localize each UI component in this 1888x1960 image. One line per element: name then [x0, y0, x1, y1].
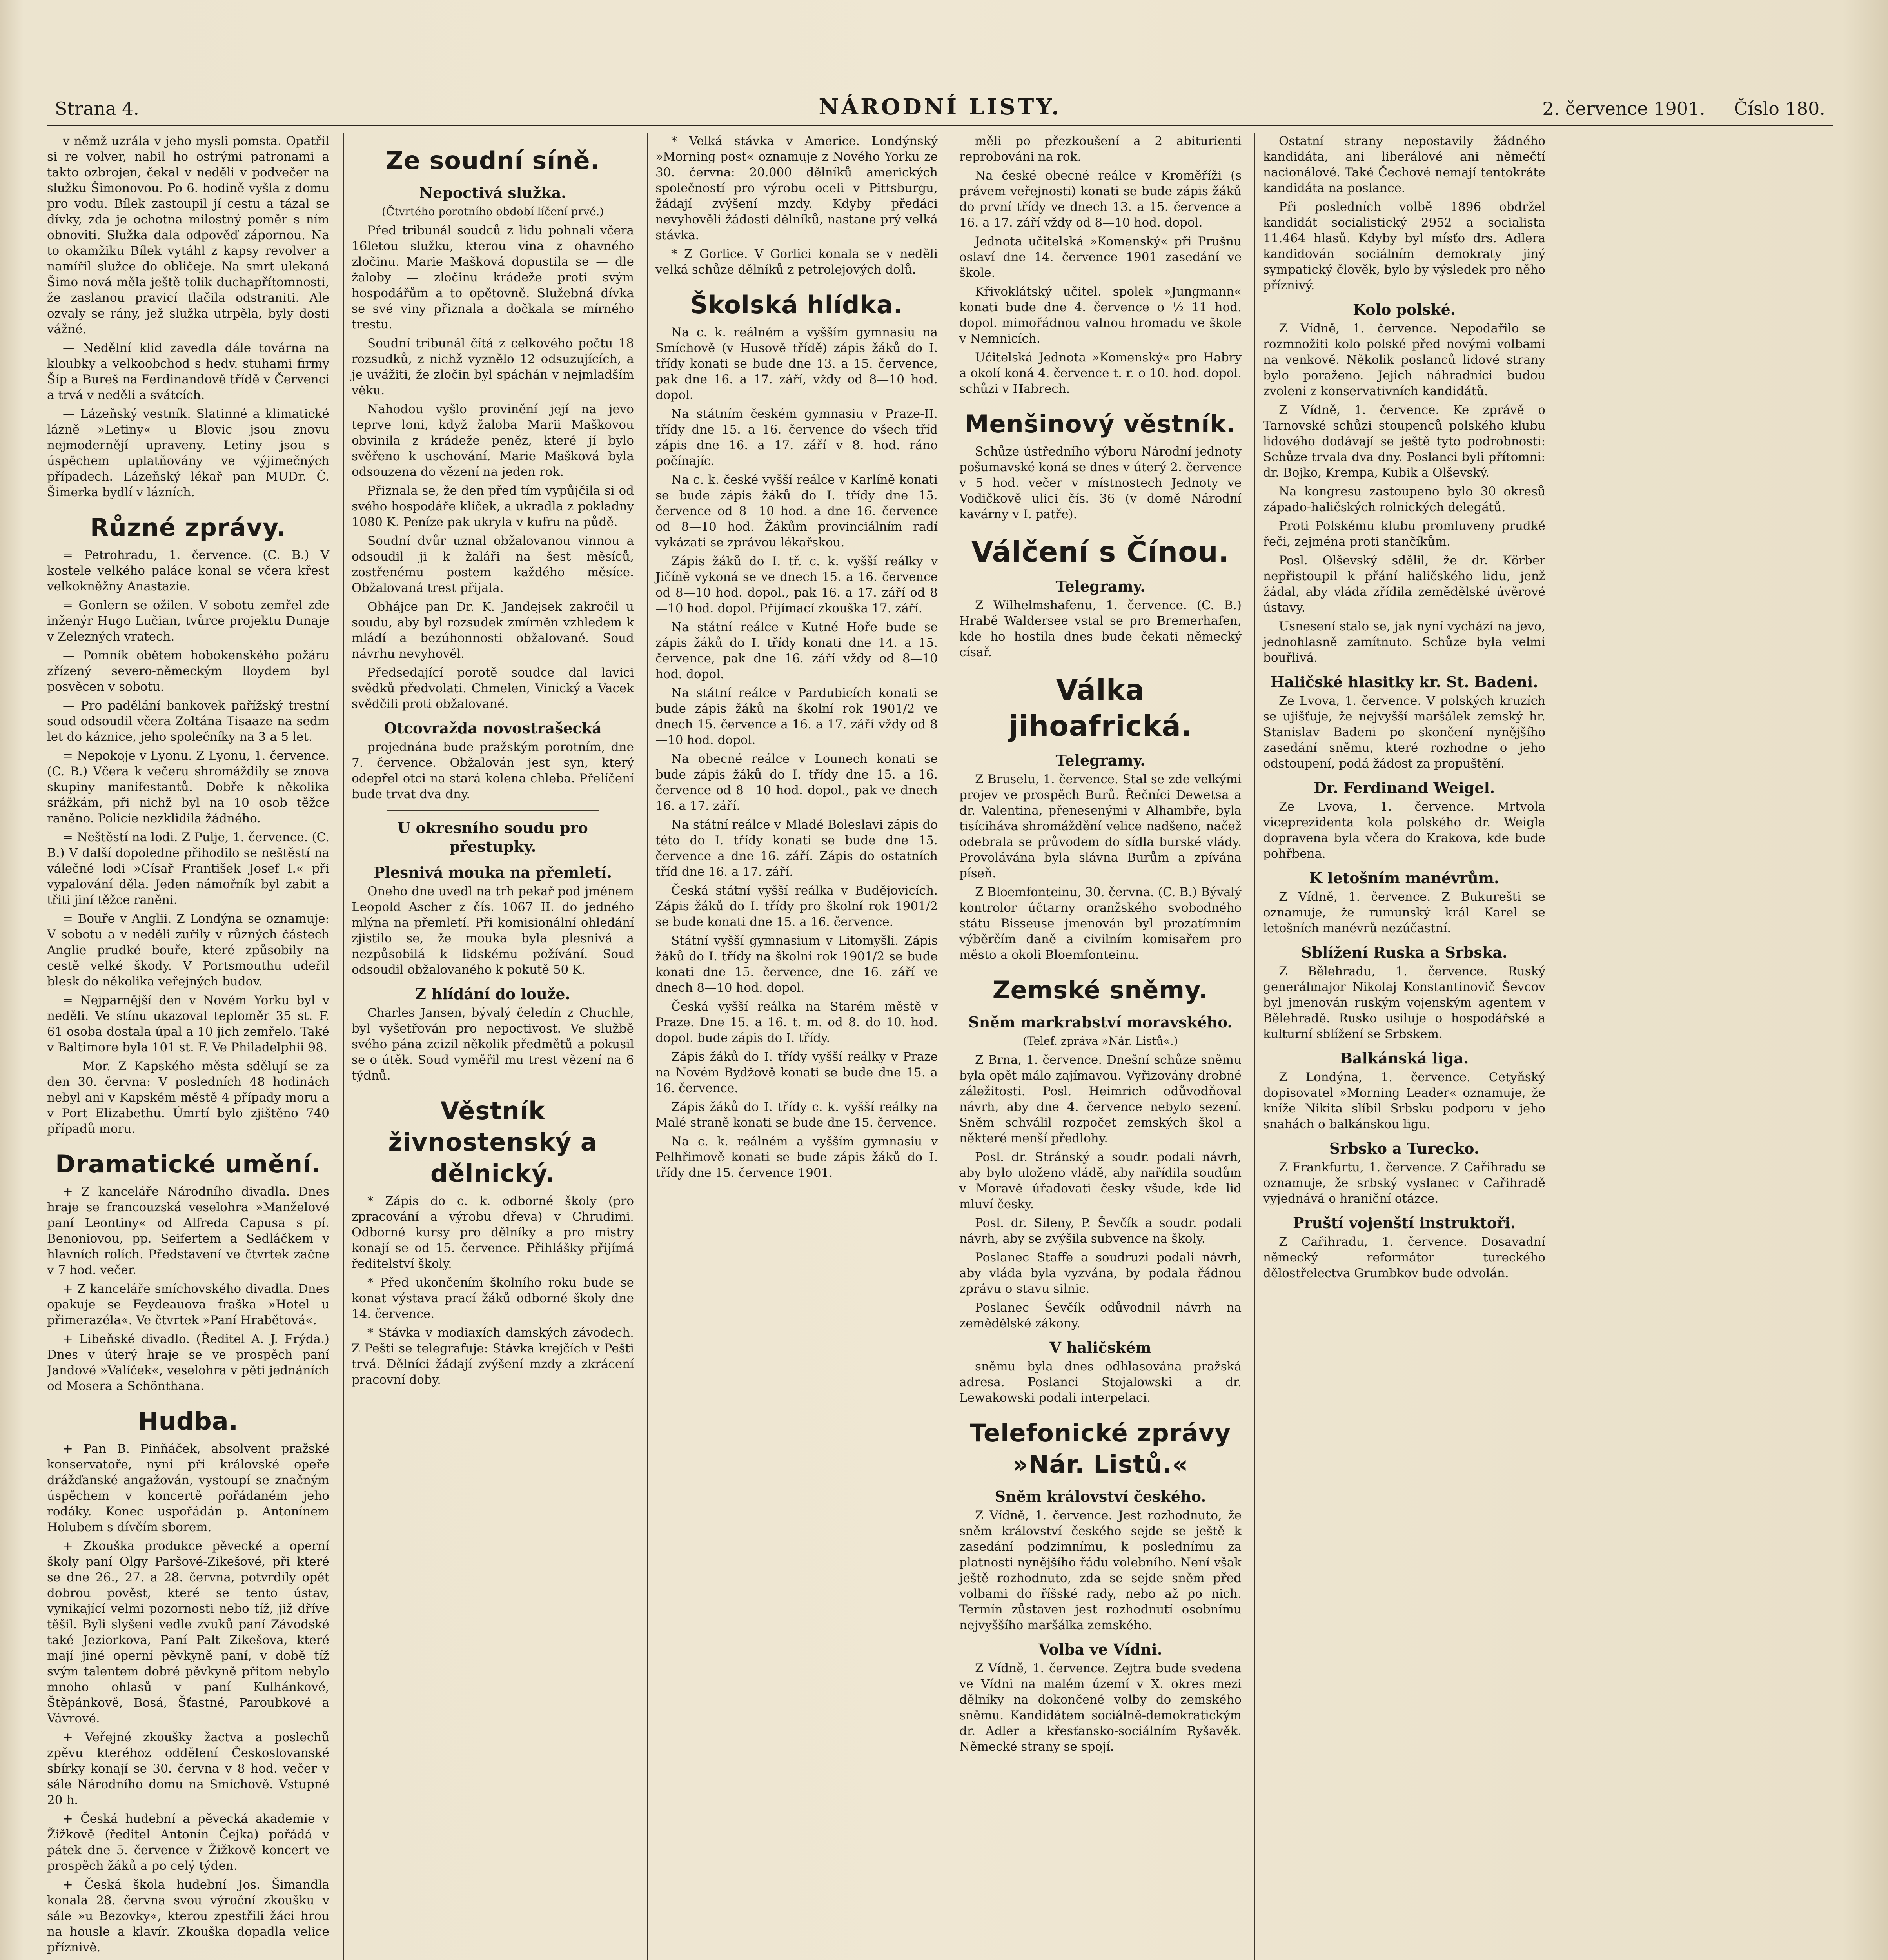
article-heading: Srbsko a Turecko. — [1329, 1140, 1480, 1157]
article-subtitle: (Čtvrtého porotního období líčení prvé.) — [381, 205, 604, 218]
news-item: Z Cařihradu, 1. července. Dosavadní německý reformátor tureckého dělostřelectva Grumbkov bude odvolán. — [1263, 1235, 1545, 1280]
section-heading: Válka jihoafrická. — [1008, 673, 1193, 742]
section-heading: Různé zprávy. — [90, 513, 287, 542]
article-heading: Z hlídání do louže. — [415, 985, 570, 1003]
newspaper-title: NÁRODNÍ LISTY. — [819, 94, 1062, 120]
school-notice: Na státní reálce v Pardubicích konati se bude zápis žáků na školní rok 1901/2 ve dnech 15. července a 16. a 17. září vždy od 8—10 hod. dopol. — [655, 686, 938, 747]
school-notice: Na české obecné reálce v Kroměříži (s právem veřejnosti) konati se bude zápis žáků do první třídy ve dnech 13. a 15. července a 16. a 17. září vždy od 8—10 hod. dopol. — [959, 169, 1242, 230]
article-heading: Nepoctivá služka. — [419, 184, 566, 201]
school-notice: Zápis žáků do I. třídy c. k. vyšší reálky na Malé straně konati se bude dne 15. července. — [655, 1100, 938, 1130]
news-item: Z Brna, 1. července. Dnešní schůze sněmu byla opět málo zajímavou. Vyřizovány drobné záležitosti. Posl. Heimrich odůvodňoval návrh, aby dne 4. července nebylo sezení. Sněm schválil rozpočet zemských škol a některé menší předlohy. — [959, 1053, 1242, 1145]
news-item: Ze Lvova, 1. července. Mrtvola viceprezidenta kola polského dr. Weigla dopravena byla včera do Krakova, kde bude pohřbena. — [1263, 800, 1545, 861]
news-item: Z Vídně, 1. července. Ke zprávě o Tarnovské schůzi stoupenců polského klubu lidového dodávají se ještě tyto podrobnosti: Schůze trvala dva dny. Poslanci byli přítomni: dr. Bojko, Krempa, Kubik a Olševský. — [1263, 403, 1545, 480]
section-heading: Věstník živnostenský a dělnický. — [388, 1096, 597, 1188]
news-item: = Bouře v Anglii. Z Londýna se oznamuje: V sobotu a v neděli zuřily v různých částech Anglie prudké bouře, které způsobily na cestě velké škody. V Portsmouthu udeřil blesk do několika veřejných budov. — [47, 912, 329, 989]
news-item: + Libeňské divadlo. (Ředitel A. J. Frýda.) Dnes v úterý hraje se ve prospěch paní Jandové »Valíček«, veselohra v pěti jednáních od Mosera a Schönthana. — [47, 1332, 329, 1393]
section-heading: Dramatické umění. — [55, 1150, 321, 1178]
school-notice: Na c. k. reálném a vyšším gymnasiu v Pelhřimově konati se bude zápis žáků do I. třídy dne 15. července 1901. — [655, 1134, 938, 1180]
news-item: + Pan B. Pinňáček, absolvent pražské konservatoře, nyní při královské opeře drážďanské angažován, vystoupí se značným úspěchem v koncertě pořádaném jeho rodáky. Konec uspořádán p. Antonínem Holubem s dívčím sborem. — [47, 1442, 329, 1534]
column-2 — [343, 133, 642, 1960]
news-item: = Nepokoje v Lyonu. Z Lyonu, 1. července. (C. B.) Včera k večeru shromáždily se znova skupiny manifestantů. Dobře k několika srážkám, při nichž byl na 10 osob těžce raněno. Policie nezklidila žádného. — [47, 749, 329, 826]
article-text: — Nedělní klid zavedla dále továrna na kloubky a velkoobchod s hedv. stuhami firmy Šíp a Bureš na Ferdinandově třídě v Červenci a trvá v neděli a svátcích. — [47, 341, 329, 402]
column-4 — [951, 133, 1249, 1960]
article-heading: Plesnivá mouka na přemletí. — [373, 864, 612, 881]
news-item: + Z kanceláře Národního divadla. Dnes hraje se francouzská veselohra »Manželové paní Leontiny« od Alfreda Capusa s pí. Benoniovou, pp. Seifertem a Sedláčkem v hlavních rolích. Představení ve čtvrtek začne v 7 hod. večer. — [47, 1185, 329, 1277]
school-notice: Křivoklátský učitel. spolek »Jungmann« konati bude dne 4. července o ½ 11 hod. dopol. mimořádnou valnou hromadu ve škole v Nemnicích. — [959, 285, 1242, 346]
article-text: Před tribunál soudců z lidu pohnali včera 16letou služku, kterou vina z ohavného zločinu. Marie Mašková dopustila se — dle žaloby — zločinu krádeže proti svým hospodářům a to opětovně. Služebná dívka se své viny přiznala a dočkala se mírného trestu. — [352, 223, 634, 332]
school-notice: Na c. k. české vyšší reálce v Karlíně konati se bude zápis žáků do I. třídy dne 15. července od 8—10 hod. a dne 16. července od 8—10 hod. Žákům provinciálním radí vykázati se zprávou lékařskou. — [655, 473, 938, 550]
section-heading: Ze soudní síně. — [385, 146, 600, 175]
page-header — [47, 90, 1833, 127]
news-item: Ze Lvova, 1. července. V polských kruzích se ujišťuje, že nejvyšší maršálek zemský hr. Stanislav Badeni po skončení nynějšího zasedání sněmu, které rozhodne o jeho odstoupení, podá žádost za propuštění. — [1263, 694, 1545, 771]
news-item: Z Vídně, 1. července. Zejtra bude svedena ve Vídni na malém území v X. okres mezi dělníky na dokončené volby do zemského sněmu. Kandidátem sociálně-demokratickým dr. Adler a křesťansko-sociálním Ryšavěk. Německé strany se spojí. — [959, 1661, 1242, 1754]
article-text: projednána bude pražským porotním, dne 7. července. Obžalován jest syn, který odepřel otci na stará kolena chleba. Přelíčení bude trvat dva dny. — [352, 740, 634, 801]
column-1 — [47, 133, 337, 1960]
school-notice: Státní vyšší gymnasium v Litomyšli. Zápis žáků do I. třídy na školní rok 1901/2 se bude konati dne 15. července, dne 16. září ve dnech 8—10 hod. dopol. — [655, 934, 938, 995]
article-text: Předsedající porotě soudce dal lavici svědků předvolati. Chmelen, Vinický a Vacek svědčili proti obžalované. — [352, 666, 634, 711]
school-notice: měli po přezkoušení a 2 abiturienti reprobováni na rok. — [959, 134, 1242, 164]
school-notice: Na c. k. reálném a vyšším gymnasiu na Smíchově (v Husově třídě) zápis žáků do I. třídy konati se bude dne 13. a 15. července, pak dne 16. a 17. září, vždy od 8—10 hod. dopol. — [655, 325, 938, 402]
school-notice: Na státní reálce v Kutné Hoře bude se zápis žáků do I. třídy konati dne 14. a 15. července, pak dne 16. září vždy od 8—10 hod. dopol. — [655, 620, 938, 681]
section-heading: Zemské sněmy. — [992, 976, 1209, 1004]
news-item: Poslanec Ševčík odůvodnil návrh na zemědělské zákony. — [959, 1301, 1242, 1330]
news-item: Z Vídně, 1. července. Jest rozhodnuto, že sněm království českého sejde se ještě k zasedání podzimnímu, k poslednímu za platnosti nynějšího řádu volebního. Není však ještě rozhodnuto, zda se sejde sněm před volbami do říšské rady, nebo až po nich. Termín zůstaven jest rozhodnutí osobnímu nejvyššího maršálka zemského. — [959, 1508, 1242, 1632]
news-item: Na kongresu zastoupeno bylo 30 okresů západo-haličských rolnických delegátů. — [1263, 485, 1545, 514]
news-item: + Česká hudební a pěvecká akademie v Žižkově (ředitel Antonín Čejka) pořádá v pátek dne 5. července v Žižkově koncert ve prospěch žáků a po celý týden. — [47, 1812, 329, 1873]
news-item: = Neštěstí na lodi. Z Pulje, 1. července. (C. B.) V další dopoledne přihodilo se neštěstí na válečné lodi »Císař František Josef I.« při vypalování děla. Jeden námořník byl zabit a třiti jiní těžce raněni. — [47, 830, 329, 907]
article-heading: Dr. Ferdinand Weigel. — [1313, 779, 1495, 797]
article-heading: Pruští vojenští instruktoři. — [1293, 1214, 1516, 1232]
article-text: Oneho dne uvedl na trh pekař pod jménem Leopold Ascher z čís. 1067 II. do jedného mlýna na přemletí. Při komisionální ohledání zjistilo se, že mouka byla plesnivá a nezpůsobilá k lidskému požívání. Soud odsoudil obžalovaného k pokutě 50 K. — [352, 884, 634, 977]
page-number: Strana 4. — [55, 98, 139, 119]
article-heading: Sněm království českého. — [995, 1488, 1206, 1505]
news-item: * Z Gorlice. V Gorlici konala se v neděli velká schůze dělníků z petrolejových dolů. — [655, 247, 938, 277]
article-heading: Telegramy. — [1055, 577, 1146, 595]
article-heading: Balkánská liga. — [1340, 1049, 1469, 1067]
news-item: = Petrohradu, 1. července. (C. B.) V kostele velkého paláce konal se včera křest velkokněžny Anastazie. — [47, 548, 329, 593]
article-heading: Haličské hlasitky kr. St. Badeni. — [1270, 673, 1538, 691]
news-item: * Před ukončením školního roku bude se konat výstava prací žáků odborné školy dne 14. července. — [352, 1276, 634, 1321]
school-notice: Na státní reálce v Mladé Boleslavi zápis do této do I. třídy konati se bude dne 15. července a dne 16. září. Zápis do ostatních tříd dne 16. a 17. září. — [655, 818, 938, 879]
news-item: * Stávka v modiaxích damských závodech. Z Pešti se telegrafuje: Stávka krejčích v Pešti trvá. Dělníci žádají zvýšení mzdy a zkrácení pracovní doby. — [352, 1326, 634, 1387]
column-3 — [647, 133, 946, 1960]
news-item: Usnesení stalo se, jak nyní vychází na jevo, jednohlasně zamítnuto. Schůze byla velmi bouřlivá. — [1263, 619, 1545, 665]
article-text: — Lázeňský vestník. Slatinné a klimatické lázně »Letiny« u Blovic jsou znovu nejmodernějí upraveny. Letiny jsou s úspěchem uplatňovány ve výjimečných případech. Lázeňský lékař pan MUDr. Č. Šimerka bydlí v lázních. — [47, 407, 329, 499]
news-item: Schůze ústředního výboru Národní jednoty pošumavské koná se dnes v úterý 2. července v 5 hod. večer v místnostech Jednoty ve Vodičkově ulici čís. 36 (v domě Národní kavárny v I. patře). — [959, 445, 1242, 521]
school-notice: Zápis žáků do I. tř. c. k. vyšší reálky v Jičíně vykoná se ve dnech 15. a 16. července od 8—10 hod. dopol., pak 16. a 17. září od 8—10 hod. dopol. Přijímací zkouška 17. září. — [655, 554, 938, 615]
article-heading: Telegramy. — [1055, 751, 1146, 769]
news-item: Z Londýna, 1. července. Cetyňský dopisovatel »Morning Leader« oznamuje, že kníže Nikita slíbil Srbsku podporu v jeho snahách o balkánskou ligu. — [1263, 1070, 1545, 1131]
section-heading: Válčení s Čínou. — [971, 535, 1230, 568]
divider — [387, 810, 599, 811]
news-item: Z Bruselu, 1. července. Stal se zde velkými projev ve prospěch Burů. Řečníci Dewetsa a dr. Valentina, přenesenými v Alhambře, byla tisíciháva shromáždění velice nadšeno, načež odebrala se průvodem do sídla burské vlády. Provolávána byla slávna Burům a zpívána píseň. — [959, 772, 1242, 880]
school-notice: Česká státní vyšší reálka v Budějovicích. Zápis žáků do I. třídy pro školní rok 1901/2 se bude konati dne 15. a 16. července. — [655, 884, 938, 929]
news-item: Z Vídně, 1. července. Z Bukurešti se oznamuje, že rumunský král Karel se letošních manévrů nezúčastní. — [1263, 890, 1545, 935]
news-item: Poslanec Staffe a soudruzi podali návrh, aby vláda byla vyzvána, by podala řádnou zprávu o stavu silnic. — [959, 1250, 1242, 1296]
issue-date: 2. července 1901. — [1542, 98, 1705, 119]
news-item: Při posledních volbě 1896 obdržel kandidát socialistický 2952 a socialista 11.464 hlasů. Kdyby byl mísťo drs. Adlera kandidován sociálním demokraty jiný sympatický člověk, bylo by výsledek pro něho příznivý. — [1263, 200, 1545, 292]
news-item: sněmu byla dnes odhlasována pražská adresa. Poslanci Stojalowski a dr. Lewakowski podali interpelaci. — [959, 1359, 1242, 1405]
article-text: Charles Jansen, bývalý čeledín z Chuchle, byl vyšetřován pro nepoctivost. Ve službě svého pána zcizil několik předmětů a pokusil se o útěk. Soud vyměřil mu trest vězení na 6 týdnů. — [352, 1006, 634, 1083]
article-heading: Otcovražda novostrašecká — [384, 719, 602, 737]
news-item: + Zkouška produkce pěvecké a operní školy paní Olgy Paršové-Zikešové, při které se dne 26., 27. a 28. června, potvrdily opět dobrou pověst, které se tento ústav, vynikající velmi pozornosti nebo tíž, již dříve těšil. Byli slyšeni vedle zvuků paní Závodské také Jeziorkova, Paní Palt Zikešova, které mají jiné operní pěvkyně paní, v době tíž svým talentem dobré pěvkyně přitom nebylo mnoho ohlasů v paní Kulhánkové, Štěpánkově, Bosá, Šťastné, Paroubkové a Vávrové. — [47, 1539, 329, 1726]
news-item: + Z kanceláře smíchovského divadla. Dnes opakuje se Feydeauova fraška »Hotel u přimerazéla«. Ve čtvrtek »Paní Hrabětová«. — [47, 1282, 329, 1327]
news-item: Z Frankfurtu, 1. července. Z Cařihradu se oznamuje, že srbský vyslanec v Cařihradě vyjednává o hraniční otázce. — [1263, 1160, 1545, 1206]
article-heading: Sněm markrabství moravského. — [968, 1013, 1233, 1031]
article-heading: Volba ve Vídni. — [1038, 1641, 1162, 1658]
article-text: Soudní tribunál čítá z celkového počtu 18 rozsudků, z nichž vyznělo 12 odsuzujících, a je uvážiti, že zločin byl spáchán v nejmladším věku. — [352, 336, 634, 397]
article-heading: Sblížení Ruska a Srbska. — [1301, 944, 1508, 961]
school-notice: Učitelská Jednota »Komenský« pro Habry a okolí koná 4. července t. r. o 10. hod. dopol. schůzi v Habrech. — [959, 350, 1242, 396]
article-heading: K letošním manévrům. — [1309, 869, 1500, 887]
news-item: — Pomník obětem hobokenského požáru zřízený severo-německým lloydem byl posvěcen v sobotu. — [47, 648, 329, 694]
issue-number: Číslo 180. — [1734, 98, 1825, 119]
news-item: Posl. dr. Sileny, P. Ševčík a soudr. podali návrh, aby se zvýšila subvence na školy. — [959, 1216, 1242, 1246]
article-heading: V haličském — [1049, 1339, 1151, 1356]
school-notice: Zápis žáků do I. třídy vyšší reálky v Praze na Novém Bydžově konati se bude dne 15. a 16. července. — [655, 1050, 938, 1095]
section-heading: Hudba. — [138, 1407, 239, 1436]
news-item: Z Wilhelmshafenu, 1. července. (C. B.) Hrabě Waldersee vstal se pro Bremerhafen, kde ho hostila dnes bude čekati německý císař. — [959, 598, 1242, 659]
news-item: — Mor. Z Kapského města sdělují se za den 30. června: V posledních 48 hodinách nebyl ani v Kapském městě 4 případy moru a v Port Elizabethu. Úmrtí bylo zjištěno 740 případů moru. — [47, 1059, 329, 1136]
date-and-issue — [1542, 98, 1825, 119]
article-text: Přiznala se, že den před tím vypůjčila si od svého hospodáře klíček, a ukradla z pokladny 1080 K. Peníze pak ukryla v kufru na půdě. — [352, 484, 634, 529]
columns — [47, 133, 1833, 1960]
column-5 — [1254, 133, 1553, 1960]
article-heading: U okresního soudu pro přestupky. — [398, 819, 588, 855]
news-item: + Česká škola hudební Jos. Šimandla konala 28. června svou výroční zkoušku v sále »u Bezovky«, kterou zpestřili žáci hrou na housle a klavír. Zkouška dopadla velice příznivě. — [47, 1878, 329, 1955]
school-notice: Česká vyšší reálka na Starém městě v Praze. Dne 15. a 16. t. m. od 8. do 10. hod. dopol. bude zápis do I. třídy. — [655, 1000, 938, 1045]
article-text: Nahodou vyšlo provinění její na jevo teprve loni, když žaloba Marii Maškovou obvinila z krádeže peněz, které jí bylo svěřeno k uschování. Marie Mašková byla odsouzena do vězení na jeden rok. — [352, 402, 634, 479]
section-heading: Telefonické zprávy »Nár. Listů.« — [969, 1419, 1231, 1479]
school-notice: Na státním českém gymnasiu v Praze-II. třídy dne 15. a 16. července do všech tříd zápis dne 16. a 17. září v 8. hod. ráno počínajíc. — [655, 407, 938, 468]
news-item: * Zápis do c. k. odborné školy (pro zpracování a výrobu dřeva) v Chrudimi. Odborné kursy pro dělníky a pro mistry konají se od 15. července. Přihlášky přijímá ředitelství školy. — [352, 1194, 634, 1271]
news-item: = Gonlern se ožilen. V sobotu zemřel zde inženýr Hugo Lučian, tvůrce projektu Dunaje v Zelezných vratech. — [47, 598, 329, 644]
news-item: = Nejparnější den v Novém Yorku byl v neděli. Ve stínu ukazoval teploměr 35 st. F. 61 osoba dostala úpal a 10 jich zemřelo. Také v Baltimore byla 101 st. F. Ve Philadelphii 98. — [47, 993, 329, 1054]
news-item: Posl. Olševský sdělil, že dr. Körber nepřistoupil k přání haličského lidu, jenž žádal, aby vláda zřídila zemědělské úvěrové ústavy. — [1263, 554, 1545, 615]
article-subtitle: (Telef. zpráva »Nár. Listů«.) — [1023, 1034, 1178, 1047]
news-item: Z Vídně, 1. července. Nepodařilo se rozmnožiti kolo polské před novými volbami na venkově. Několik poslanců lidové strany bylo poraženo. Jejich náhradníci budou zvoleni z konservativních kandidátů. — [1263, 321, 1545, 398]
school-notice: Na obecné reálce v Lounech konati se bude zápis žáků do I. třídy dne 15. a 16. července od 8—10 hod. dopol., pak ve dnech 16. a 17. září. — [655, 752, 938, 813]
news-item: Z Bělehradu, 1. července. Ruský generálmajor Nikolaj Konstantinovič Ševcov byl jmenován ruským vojenským agentem v Bělehradě. Rusko usiluje o hospodářské a kulturní sblížení se Srbskem. — [1263, 964, 1545, 1041]
article-heading: Kolo polské. — [1352, 301, 1456, 318]
section-heading: Školská hlídka. — [690, 290, 903, 319]
news-item: — Pro padělání bankovek pařížský trestní soud odsoudil včera Zoltána Tisaaze na sedm let do káznice, jeho společníky na 3 a 5 let. — [47, 699, 329, 744]
section-heading: Menšinový věstník. — [964, 410, 1236, 438]
article-text: v němž uzrála v jeho mysli pomsta. Opatřil si re volver, nabil ho ostrými patronami a takto ozbrojen, čekal v neděli v podvečer na služku Šimonovou. Po 6. hodině vyšla z domu pro vodu. Bílek zastoupil jí cestu a tázal se dívky, zda je ochotna milostný poměr s ním obnoviti. Služka dala odpověď zápornou. Na to okamžiku Bílek vytáhl z kapsy revolver a namířil služce do obličeje. Na smrt ulekaná Šimo nová měla ještě tolik duchapřítomnosti, že zaslanou pravicí tlačila odstraniti. Ale ozvaly se rány, jež služka utrpěla, byly dosti vážné. — [47, 134, 329, 336]
news-item: Ostatní strany nepostavily žádného kandidáta, ani liberálové ani němečtí nacionálové. Také Čechové nemají tentokráte kandidáta na poslance. — [1263, 134, 1545, 195]
article-text: Obhájce pan Dr. K. Jandejsek zakročil u soudu, aby byl rozsudek zmírněn vzhledem k mládí a bezúhonnosti obžalované. Soud návrhu nevyhověl. — [352, 600, 634, 661]
school-notice: Jednota učitelská »Komenský« při Prušnu oslaví dne 14. července 1901 zasedání ve škole. — [959, 234, 1242, 280]
news-item: Proti Polskému klubu promluveny prudké řeči, zejména proti stančíkům. — [1263, 519, 1545, 549]
news-item: Z Bloemfonteinu, 30. června. (C. B.) Bývalý kontrolor účtarny oranžského svobodného státu Bisseuse jmenován byl prozatímním výběrčím daně a civilním komisařem pro město a okoli Bloemfonteinu. — [959, 885, 1242, 962]
news-item: + Veřejné zkoušky žactva a poslechů zpěvu kteréhoz oddělení Českoslovanské sbírky konají se 30. června v 8 hod. večer v sále Národního domu na Smíchově. Vstupné 20 h. — [47, 1730, 329, 1807]
article-text: Soudní dvůr uznal obžalovanou vinnou a odsoudil ji k žaláři na šest měsíců, zostřenému postem každého měsíce. Obžalovaná trest přijala. — [352, 534, 634, 595]
news-item: Posl. dr. Stránský a soudr. podali návrh, aby bylo uloženo vládě, aby nařídila soudům v Moravě úřadovati česky všude, kde lid mluví česky. — [959, 1150, 1242, 1211]
news-item: * Velká stávka v Americe. Londýnský »Morning post« oznamuje z Nového Yorku ze 30. června: 20.000 dělníků amerických společností pro výrobu oceli v Pittsburgu, žádají zvýšení mzdy. Kdyby předáci nevyhověli žádosti dělníků, nastane prý velká stávka. — [655, 134, 938, 242]
